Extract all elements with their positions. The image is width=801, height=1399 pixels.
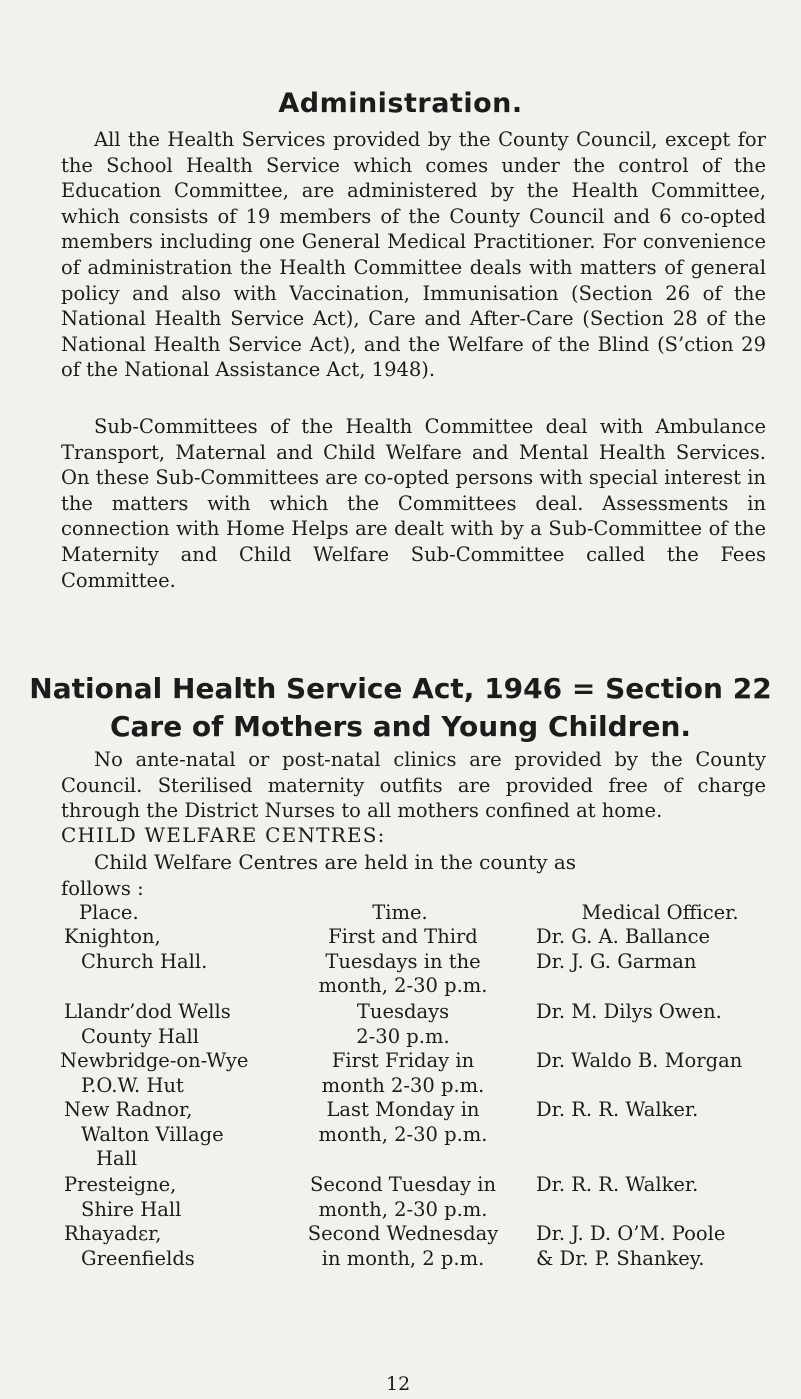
table-row-time <box>288 1049 518 1098</box>
care-paragraph: No ante-natal or post-natal clinics are provided by the County Council. Sterilised maternity outfits are provided free of charge through the District Nurses to all mothers confined at home. <box>61 748 766 823</box>
officer-line: Dr. J. D. O’M. Poole <box>536 1222 726 1245</box>
officer-line: Dr. M. Dilys Owen. <box>536 1000 722 1023</box>
table-row-officer <box>536 1098 698 1123</box>
table-row-place <box>60 1049 249 1098</box>
time-line: Second Wednesday <box>307 1222 499 1245</box>
time-line: 2-30 p.m. <box>356 1024 450 1048</box>
table-row-officer <box>536 1173 698 1198</box>
table-row-time <box>288 1222 518 1271</box>
administration-paragraph-1: All the Health Services provided by the County Council, except for the School Health Service which comes under the control of the Education Committee, are administered by the Health Committee, which consists of 19 members of the County Council and 6 co-opted members including one General Medical Practitioner. For convenience of administration the Health Committee deals with matters of general policy and also with Vaccination, Immunisation (Section 26 of the National Health Service Act), Care and After-Care (Section 28 of the National Health Service Act), and the Welfare of the Blind (S’ction 29 of the National Assistance Act, 1948). <box>61 128 766 382</box>
administration-paragraph-2: Sub-Committees of the Health Committee deal with Ambulance Transport, Maternal and Child Welfare and Mental Health Services. On these Sub-Committees are co-opted persons with special interest in the matters with which the Committees deal. Assessments in connection with Home Helps are dealt with by a Sub-Committee of the Maternity and Child Welfare Sub-Committee called the Fees Committee. <box>61 415 766 592</box>
place-line: Knighton, <box>64 925 161 948</box>
time-line: First and Third <box>328 925 478 948</box>
time-line: month, 2-30 p.m. <box>318 974 488 998</box>
place-line: Rhayadεr, <box>64 1222 162 1245</box>
place-line: Church Hall. <box>81 949 208 973</box>
time-line: Tuesdays <box>356 1000 450 1023</box>
officer-line: Dr. R. R. Walker. <box>536 1173 699 1196</box>
table-row-officer <box>536 1049 742 1074</box>
place-line: Greenfields <box>81 1246 195 1270</box>
place-line: County Hall <box>81 1024 199 1048</box>
section-heading-care: Care of Mothers and Young Children. <box>109 710 692 743</box>
time-line: First Friday in <box>331 1049 475 1072</box>
officer-line: Dr. J. G. Garman <box>536 949 697 973</box>
table-row-time <box>288 1000 518 1049</box>
time-line: Last Monday in <box>326 1098 480 1121</box>
centres-intro: Child Welfare Centres are held in the county as <box>94 850 577 874</box>
place-line: P.O.W. Hut <box>81 1073 184 1097</box>
table-row-time <box>288 1173 518 1222</box>
table-row-officer <box>536 1000 722 1025</box>
page-number: 12 <box>386 1373 411 1395</box>
table-row-time <box>288 1098 518 1147</box>
time-line: in month, 2 p.m. <box>321 1246 485 1270</box>
time-line: Tuesdays in the <box>325 949 481 973</box>
place-line: Shire Hall <box>81 1197 182 1221</box>
table-row-place <box>64 1222 195 1271</box>
place-line: New Radnor, <box>64 1098 193 1121</box>
table-row-place <box>64 1000 231 1049</box>
table-row-place <box>64 925 207 974</box>
child-welfare-centres-subheading: CHILD WELFARE CENTRES: <box>61 823 386 847</box>
officer-line: & Dr. P. Shankey. <box>536 1246 705 1270</box>
place-line: Presteigne, <box>64 1173 177 1196</box>
time-line: month, 2-30 p.m. <box>318 1122 488 1146</box>
table-row-time <box>288 925 518 999</box>
officer-line: Dr. Waldo B. Morgan <box>536 1049 743 1072</box>
place-line: Llandr’dod Wells <box>64 1000 231 1023</box>
section-heading-act: National Health Service Act, 1946 = Section 22 <box>29 672 772 705</box>
time-line: Second Tuesday in <box>309 1173 497 1196</box>
time-line: month, 2-30 p.m. <box>318 1197 488 1221</box>
time-line: month 2-30 p.m. <box>321 1073 485 1097</box>
column-header-time: Time. <box>372 901 428 924</box>
officer-line: Dr. G. A. Ballance <box>536 925 711 948</box>
place-line: Walton Village <box>81 1122 224 1146</box>
table-row-place <box>64 1173 181 1222</box>
centres-intro-continued: follows : <box>61 877 144 900</box>
administration-heading: Administration. <box>278 88 523 119</box>
officer-line: Dr. R. R. Walker. <box>536 1098 699 1121</box>
place-line: Newbridge-on-Wye <box>60 1049 249 1072</box>
column-header-place: Place. <box>79 901 139 924</box>
column-header-medical-officer: Medical Officer. <box>581 901 739 924</box>
table-row-officer <box>536 925 710 974</box>
table-row-officer <box>536 1222 725 1271</box>
place-line: Hall <box>96 1147 138 1171</box>
table-row-place <box>64 1098 224 1172</box>
